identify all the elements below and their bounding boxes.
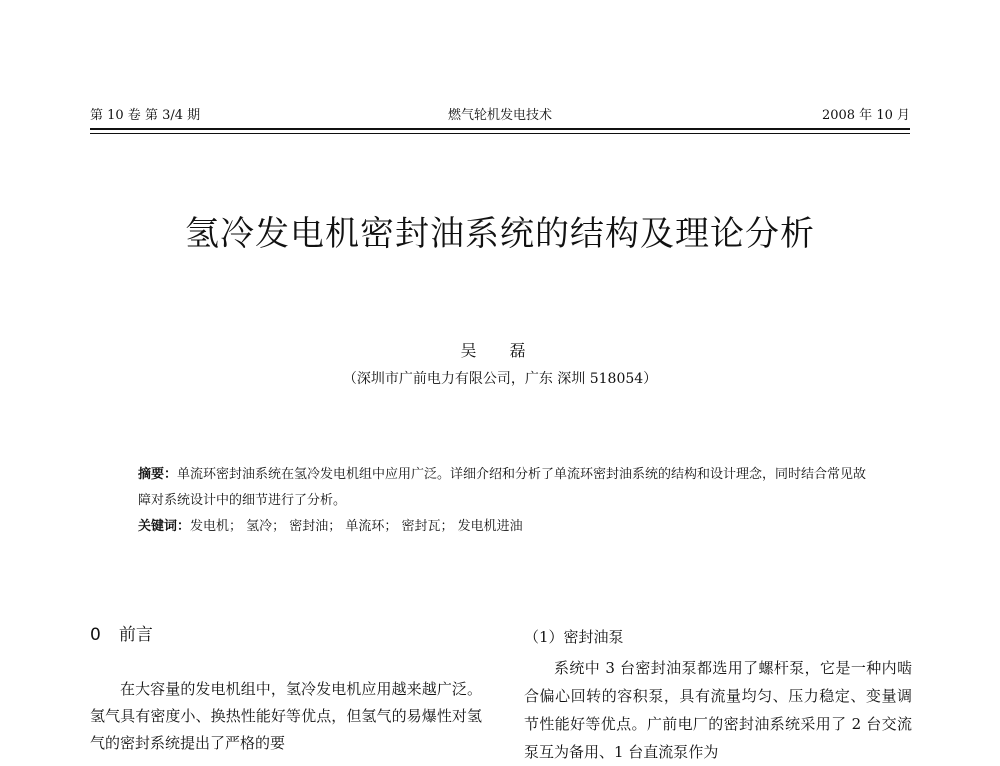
running-header xyxy=(90,104,910,124)
header-rule-thick xyxy=(90,128,910,130)
header-rule-thin xyxy=(90,133,910,134)
keywords-paragraph xyxy=(138,514,868,540)
abstract-block xyxy=(138,462,868,540)
section-number: 0 xyxy=(90,625,101,645)
keywords-label: 关键词： xyxy=(138,519,191,534)
abstract-text: 单流环密封油系统在氢冷发电机组中应用广泛。详细介绍和分析了单流环密封油系统的结构和设计理念，同时结合常见故障对系统设计中的细节进行了分析。 xyxy=(138,467,867,508)
journal-name: 燃气轮机发电技术 xyxy=(447,108,552,123)
author-name: 吴 磊 xyxy=(460,341,540,360)
section-title: 前言 xyxy=(118,625,153,645)
publication-date: 2008 年 10 月 xyxy=(821,108,910,123)
keywords-text: 发电机； 氢冷； 密封油； 单流环； 密封瓦； 发电机进油 xyxy=(190,519,523,534)
abstract-paragraph xyxy=(138,462,868,514)
volume-issue: 第 10 卷 第 3/4 期 xyxy=(90,108,201,123)
section-heading-intro xyxy=(90,620,153,645)
abstract-label: 摘要： xyxy=(138,467,178,482)
subheading-seal-oil-pump: （1）密封油泵 xyxy=(524,628,624,646)
paper-title: 氢冷发电机密封油系统的结构及理论分析 xyxy=(185,214,815,254)
intro-paragraph: 在大容量的发电机组中，氢冷发电机应用越来越广泛。氢气具有密度小、换热性能好等优点，但氢气的易爆性对氢气的密封系统提出了严格的要 xyxy=(90,680,482,752)
pump-paragraph: 系统中 3 台密封油泵都选用了螺杆泵，它是一种内啮合偏心回转的容积泵，具有流量均匀、压力稳定、变量调节性能好等优点。广前电厂的密封油系统采用了 2 台交流泵互为备用、1 台直流泵作为 xyxy=(524,659,912,761)
author-affiliation: （深圳市广前电力有限公司，广东 深圳 518054） xyxy=(342,371,658,387)
